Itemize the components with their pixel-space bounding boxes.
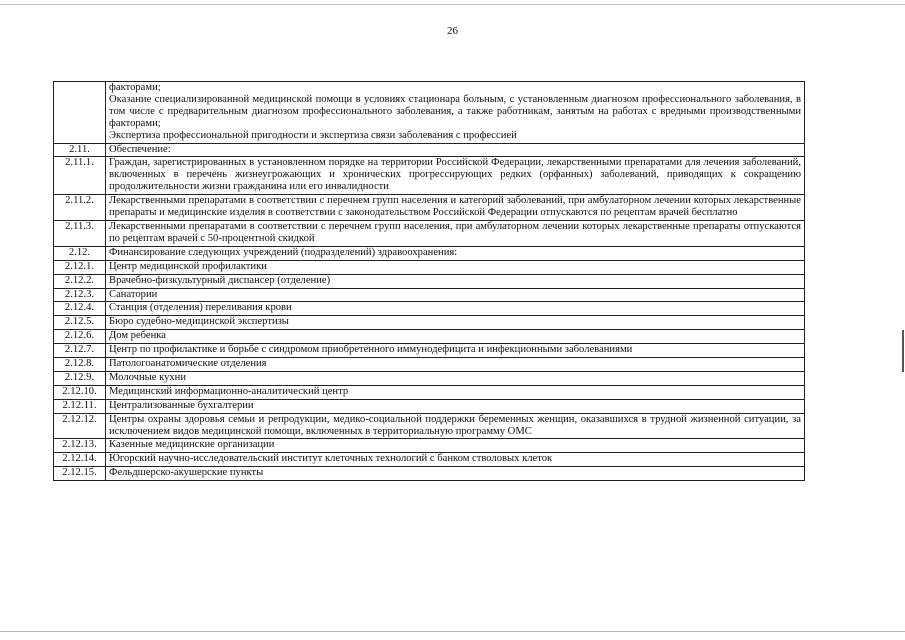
item-text-cell [106, 385, 805, 399]
item-text-cell [106, 246, 805, 260]
item-text: Медицинский информационно-аналитический центр [109, 385, 349, 397]
table-row [54, 82, 805, 144]
item-text: Молочные кухни [109, 371, 187, 383]
item-number: 2.12.5. [54, 316, 106, 330]
item-number: 2.12.2. [54, 274, 106, 288]
table-row [54, 260, 805, 274]
table-row [54, 413, 805, 439]
item-text: Оказание специализированной медицинской помощи в условиях стационара больным, с установленным диагнозом профессионального заболевания, в том числе с предварительным диагнозом профессионального заболевания, а также работникам, занятым на работах с вредными производственными факторами; [109, 93, 801, 129]
item-text-cell [106, 195, 805, 221]
table-row [54, 453, 805, 467]
page-number: 26 [447, 25, 458, 37]
document-table [53, 81, 805, 481]
item-text-cell [106, 288, 805, 302]
item-number: 2.12.4. [54, 302, 106, 316]
item-text-cell [106, 467, 805, 481]
table-row [54, 143, 805, 157]
item-number: 2.12.11. [54, 399, 106, 413]
item-text: Казенные медицинские организации [109, 439, 275, 451]
item-text: Централизованные бухгалтерии [109, 399, 254, 411]
item-text-cell [106, 316, 805, 330]
item-number: 2.11.2. [54, 195, 106, 221]
table-row [54, 330, 805, 344]
item-text-cell [106, 82, 805, 144]
item-number: 2.11.1. [54, 157, 106, 195]
item-text: Граждан, зарегистрированных в установленном порядке на территории Российской Федерации, лекарственными препаратами для лечения заболеваний, включенных в перечень жизнеугрожающих и хронических прогрессирующих редких (орфанных) заболеваний, приводящих к сокращению продолжительности жизни гражданина или его инвалидности [109, 157, 801, 193]
table-row [54, 246, 805, 260]
item-text: Бюро судебно-медицинской экспертизы [109, 316, 289, 328]
item-number: 2.12.15. [54, 467, 106, 481]
item-text-cell [106, 220, 805, 246]
item-text-cell [106, 260, 805, 274]
item-text-cell [106, 302, 805, 316]
item-number: 2.12.14. [54, 453, 106, 467]
item-text-cell [106, 453, 805, 467]
table-row [54, 399, 805, 413]
table-row [54, 371, 805, 385]
table-row [54, 288, 805, 302]
item-text: Обеспечение: [109, 143, 171, 155]
item-text: факторами; [109, 82, 161, 93]
item-number: 2.12.8. [54, 358, 106, 372]
item-number [54, 82, 106, 144]
item-number: 2.12.12. [54, 413, 106, 439]
item-text-cell [106, 399, 805, 413]
item-text-cell [106, 330, 805, 344]
table-row [54, 344, 805, 358]
item-text: Санатории [109, 288, 158, 300]
table-row [54, 385, 805, 399]
scan-edge-bottom [0, 631, 905, 632]
document-table-body [54, 82, 805, 481]
item-number: 2.12.3. [54, 288, 106, 302]
item-number: 2.12.10. [54, 385, 106, 399]
item-text-cell [106, 371, 805, 385]
item-number: 2.12.13. [54, 439, 106, 453]
table-row [54, 439, 805, 453]
table-row [54, 195, 805, 221]
item-number: 2.12.7. [54, 344, 106, 358]
item-text: Лекарственными препаратами в соответствии с перечнем групп населения, при амбулаторном лечении которых лекарственные препараты отпускаются по рецептам врачей с 50-процентной скидкой [109, 220, 801, 244]
scan-edge-top [0, 4, 905, 5]
item-text: Лекарственными препаратами в соответствии с перечнем групп населения и категорий заболеваний, при амбулаторном лечении которых лекарственные препараты и медицинские изделия в соответствии с законодательством Российской Федерации отпускаются по рецептам врачей бесплатно [109, 195, 801, 219]
item-number: 2.12. [54, 246, 106, 260]
item-text: Экспертиза профессиональной пригодности и экспертиза связи заболевания с профессией [109, 129, 517, 141]
item-number: 2.11. [54, 143, 106, 157]
item-text-cell [106, 358, 805, 372]
item-text-cell [106, 413, 805, 439]
item-number: 2.12.1. [54, 260, 106, 274]
item-text: Финансирование следующих учреждений (подразделений) здравоохранения: [109, 246, 458, 258]
item-text: Дом ребенка [109, 330, 166, 342]
table-row [54, 157, 805, 195]
table-row [54, 302, 805, 316]
item-number: 2.11.3. [54, 220, 106, 246]
item-number: 2.12.6. [54, 330, 106, 344]
item-text: Центр медицинской профилактики [109, 260, 267, 272]
item-text: Врачебно-физкультурный диспансер (отделение) [109, 274, 331, 286]
scan-margin-mark [902, 330, 904, 372]
item-text: Центр по профилактике и борьбе с синдромом приобретенного иммунодефицита и инфекционными заболеваниями [109, 344, 633, 356]
item-text: Югорский научно-исследовательский институт клеточных технологий с банком стволовых клеток [109, 453, 553, 465]
item-text-cell [106, 274, 805, 288]
item-text: Центры охраны здоровья семьи и репродукции, медико-социальной поддержки беременных женщин, оказавшихся в трудной жизненной ситуации, за исключением видов медицинской помощи, включенных в территориальную программу ОМС [109, 413, 801, 437]
item-text: Станция (отделения) переливания крови [109, 302, 292, 314]
table-row [54, 316, 805, 330]
item-text: Фельдшерско-акушерские пункты [109, 467, 264, 479]
table-row [54, 358, 805, 372]
table-row [54, 467, 805, 481]
item-text-cell [106, 157, 805, 195]
item-text-cell [106, 143, 805, 157]
item-text-cell [106, 344, 805, 358]
table-row [54, 220, 805, 246]
item-number: 2.12.9. [54, 371, 106, 385]
item-text: Патологоанатомические отделения [109, 358, 267, 370]
item-text-cell [106, 439, 805, 453]
table-row [54, 274, 805, 288]
